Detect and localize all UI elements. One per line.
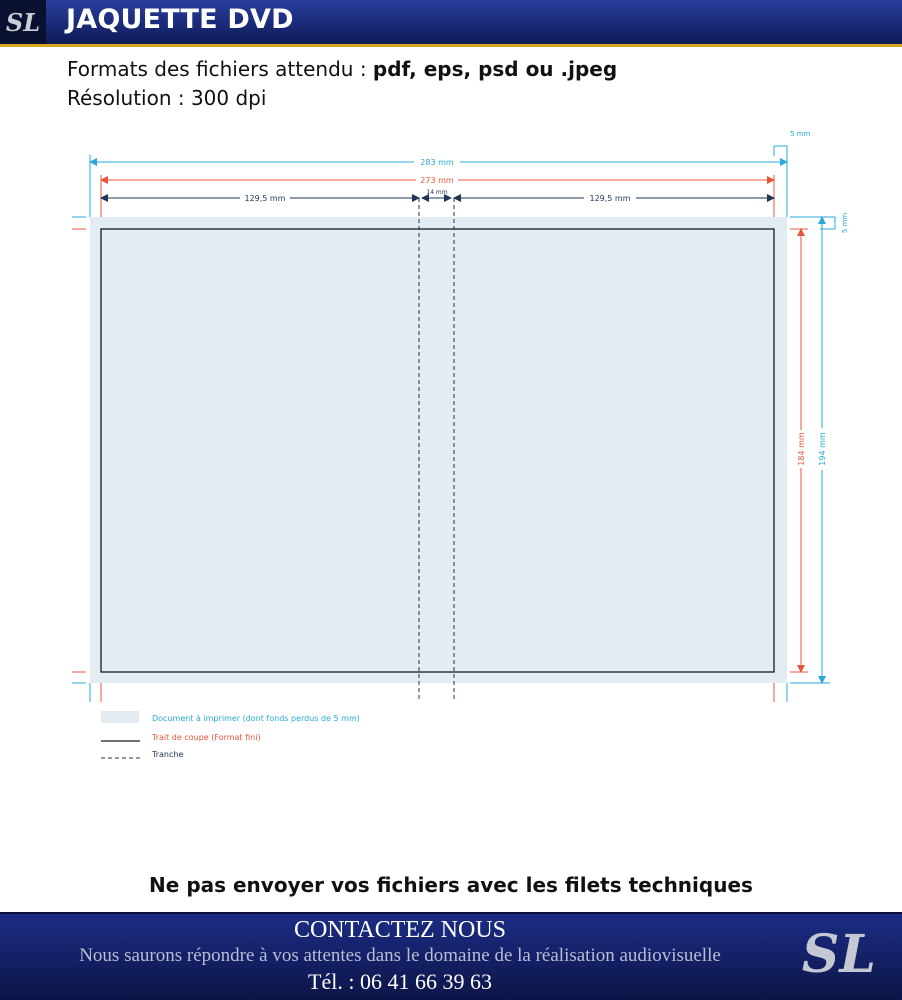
formats-label: Formats des fichiers attendu : <box>67 57 373 81</box>
footer-phone: Tél. : 06 41 66 39 63 <box>308 969 492 994</box>
warning-text: Ne pas envoyer vos fichiers avec les filets techniques <box>149 873 753 897</box>
legend-document-label: Document à imprimer (dont fonds perdus de 5 mm) <box>152 714 360 723</box>
dim-total-height-label: 194 mm <box>818 432 827 466</box>
dim-bleed-top-label: 5 mm <box>790 130 811 138</box>
bleed-area <box>90 217 787 683</box>
dim-spine-label: 14 mm <box>426 189 448 196</box>
legend-swatch-document <box>101 711 139 723</box>
dim-right-panel-label: 129,5 mm <box>589 194 631 203</box>
dim-bleed-right-label: 5 mm <box>841 212 849 234</box>
footer-banner <box>0 912 902 1000</box>
formats-value: pdf, eps, psd ou .jpeg <box>372 57 618 81</box>
legend-trim-label: Trait de coupe (Format fini) <box>152 733 261 742</box>
dim-trim-height-label: 184 mm <box>797 432 806 466</box>
legend-spine-label: Tranche <box>152 750 184 759</box>
footer-tagline: Nous saurons répondre à vos attentes dans le domaine de la réalisation audiovisuelle <box>79 945 721 966</box>
dvd-cover-diagram <box>0 120 902 780</box>
dim-left-panel-label: 129,5 mm <box>244 194 286 203</box>
brand-logo <box>0 0 46 44</box>
dim-total-width-label: 283 mm <box>420 158 454 167</box>
header-banner <box>0 0 902 47</box>
formats-line <box>67 57 617 81</box>
dim-bleed-top-bracket <box>774 146 787 156</box>
resolution-line: Résolution : 300 dpi <box>67 86 267 110</box>
contact-heading: CONTACTEZ NOUS <box>293 917 507 943</box>
footer-logo: SL <box>801 924 876 985</box>
page-title: JAQUETTE DVD <box>66 4 294 35</box>
dim-trim-width-label: 273 mm <box>420 176 454 185</box>
brand-logo-text: SL <box>5 7 41 37</box>
